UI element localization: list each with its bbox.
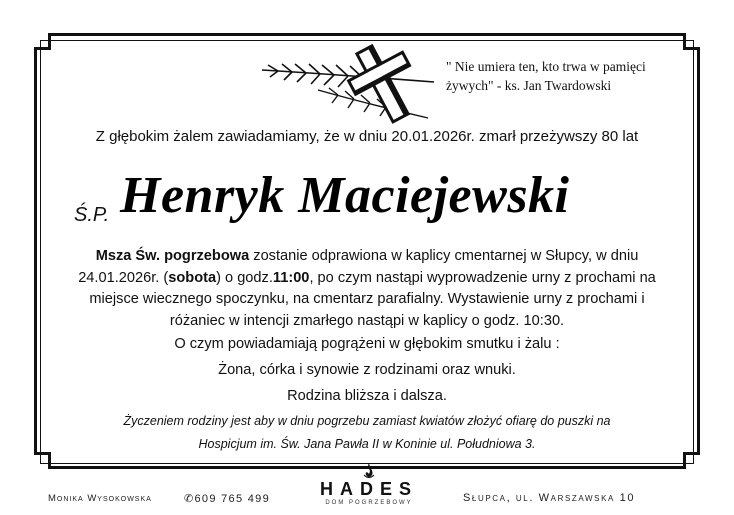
sp-prefix: Ś.P.	[74, 204, 110, 226]
details-text: , po czym nastąpi wyprowadzenie urny z prochami na miejsce wiecznego spoczynku, na cmentarz parafialny. Wystawienie urny z prochami i różaniec w intencji zmarłego nastąpi w kaplicy o godz. 10:30.	[89, 269, 656, 329]
family-wish: Życzeniem rodziny jest aby w dniu pogrzebu zamiast kwiatów złożyć ofiarę do puszki na	[123, 414, 611, 428]
time-label: 11:00	[272, 269, 310, 286]
hades-logo	[306, 462, 432, 512]
family-line: Żona, córka i synowie z rodzinami oraz wnuki.	[218, 362, 516, 378]
quote-line: " Nie umiera ten, kto trwa w pamięci	[446, 59, 646, 74]
contact-phone: ✆609 765 499	[184, 493, 270, 505]
memorial-quote	[446, 57, 686, 95]
mass-text: zostanie odprawiona w kaplicy cmentarnej w Słupcy, w dniu 24.01.2026r. (	[78, 248, 639, 286]
contact-name: Monika Wysokowska	[48, 493, 152, 504]
logo-subtitle: DOM POGRZEBOWY	[325, 500, 413, 506]
mass-label: Msza Św. pogrzebowa	[95, 248, 250, 264]
logo-wordmark: HADES	[319, 479, 418, 499]
death-announcement: Z głębokim żalem zawiadamiamy, że w dniu 20.01.2026r. zmarł przeżywszy 80 lat	[95, 128, 639, 145]
funeral-details	[70, 246, 664, 332]
quote-line: żywych" - ks. Jan Twardowski	[446, 78, 612, 93]
flame-icon	[360, 462, 378, 480]
inform-line: O czym powiadamiają pogrążeni w głębokim smutku i żalu :	[174, 336, 560, 352]
family-wish: Hospicjum im. Św. Jana Pawła II w Koninie ul. Południowa 3.	[198, 437, 536, 451]
day-label: sobota	[168, 269, 217, 286]
cross-with-palm-icon	[258, 38, 438, 126]
deceased-name: Henryk Maciejewski	[120, 167, 570, 224]
contact-address: Słupca, ul. Warszawska 10	[463, 492, 636, 504]
time-prefix: ) o godz.	[216, 269, 273, 286]
family-line: Rodzina bliższa i dalsza.	[287, 388, 447, 404]
